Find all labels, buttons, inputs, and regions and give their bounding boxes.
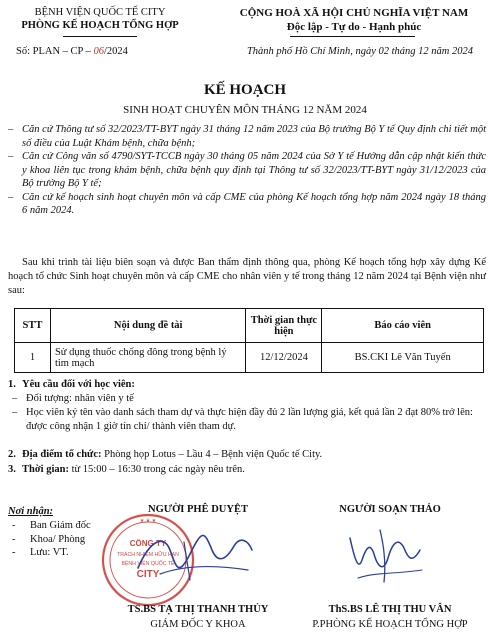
- recipient-item: - Lưu: VT.: [8, 546, 91, 560]
- document-number-handwritten: 06: [93, 46, 105, 57]
- legal-bases-list: [8, 123, 486, 218]
- section-1-title: Yêu cầu đối với học viên:: [22, 379, 135, 390]
- schedule-table: [14, 308, 484, 373]
- legal-basis-item: – Căn cứ kế hoạch sinh hoạt chuyên môn và cấp CME của phòng Kế hoạch tổng hợp năm 2024 ngày 18 tháng 6 năm 2024.: [8, 191, 486, 218]
- drafter-title: NGƯỜI SOẠN THẢO: [339, 504, 441, 515]
- issuer-block: [0, 6, 200, 32]
- section-requirements: [8, 378, 486, 434]
- section-location: [8, 448, 486, 462]
- section-1-number: 1.: [8, 379, 16, 390]
- issuer-department: PHÒNG KẾ HOẠCH TỔNG HỢP: [21, 20, 179, 31]
- table-header-row: [15, 309, 484, 343]
- approver-signature: [130, 520, 260, 590]
- cell-stt: 1: [15, 343, 51, 373]
- document-subtitle: SINH HOẠT CHUYÊN MÔN THÁNG 12 NĂM 2024: [123, 104, 367, 116]
- section-3-label: Thời gian:: [22, 464, 69, 475]
- section-2-number: 2.: [8, 449, 16, 460]
- document-number-suffix: /2024: [104, 46, 128, 57]
- cell-topic: Sử dụng thuốc chống đông trong bệnh lý tim mạch: [50, 343, 245, 373]
- recipients-list: [8, 519, 91, 560]
- document-number-prefix: Số: PLAN – CP –: [16, 46, 94, 57]
- column-header-stt: STT: [15, 309, 51, 343]
- svg-text:★ ★ ★: ★ ★ ★: [139, 518, 157, 524]
- seal-line-1: CÔNG TY: [129, 539, 167, 548]
- document-number: [16, 46, 128, 57]
- section-2-value: Phòng họp Lotus – Lầu 4 – Bệnh viện Quốc tế City.: [101, 449, 323, 460]
- intro-paragraph: Sau khi trình tài liệu biên soạn và được Ban thẩm định thông qua, phòng Kế hoạch tổng hợp xây dựng Kế hoạch tổ chức Sinh hoạt chuyên môn và cấp CME cho nhân viên y tế trong tháng 12 năm 2024 tại Bệnh viện như sau:: [8, 257, 486, 296]
- drafter-signature: [340, 520, 430, 590]
- cell-speaker: BS.CKI Lê Văn Tuyến: [322, 343, 484, 373]
- national-header: [218, 6, 490, 34]
- seal-line-4: CITY: [136, 569, 160, 580]
- document-title: KẾ HOẠCH: [203, 82, 287, 98]
- approver-title: NGƯỜI PHÊ DUYỆT: [148, 504, 248, 515]
- approver-position: GIÁM ĐỐC Y KHOA: [150, 619, 246, 630]
- issuer-hospital: BỆNH VIỆN QUỐC TẾ CITY: [34, 7, 166, 18]
- legal-basis-item: – Căn cứ Công văn số 4790/SYT-TCCB ngày 30 tháng 05 năm 2024 của Sở Y tế Hướng dẫn cập nhật kiến thức y khoa liên tục trong khám bệnh, chữa bệnh quy định tại Thông tư số 32/2023/TT-BYT ngày 31/12/2023 của Bộ trưởng Bộ Y tế;: [8, 150, 486, 191]
- recipient-item: - Khoa/ Phòng: [8, 533, 91, 547]
- requirement-item: – Học viên ký tên vào danh sách tham dự và thực hiện đầy đủ 2 lần lượng giá, kết quả lần 2 đạt 80% trở lên: được công nhận 1 giờ tín chỉ/ thành viên tham dự.: [8, 406, 486, 434]
- seal-line-2: TRÁCH NHIỆM HỮU HẠN: [117, 552, 179, 558]
- seal-line-3: BỆNH VIỆN QUỐC TẾ: [121, 561, 175, 567]
- recipients-label: Nơi nhận:: [8, 506, 54, 517]
- approver-name: TS.BS TẠ THỊ THANH THỦY: [127, 604, 269, 615]
- legal-basis-item: – Căn cứ Thông tư số 32/2023/TT-BYT ngày 31 tháng 12 năm 2023 của Bộ trưởng Bộ Y tế Quy định chi tiết một số điều của Luật Khám bệnh, chữa bệnh;: [8, 123, 486, 150]
- table-row: [15, 343, 484, 373]
- national-motto: Độc lập - Tự do - Hạnh phúc: [286, 21, 422, 33]
- issuer-underline: [63, 36, 137, 37]
- section-2-label: Địa điểm tổ chức:: [22, 449, 102, 460]
- cell-time: 12/12/2024: [246, 343, 322, 373]
- drafter-position: P.PHÒNG KẾ HOẠCH TỔNG HỢP: [312, 619, 468, 630]
- column-header-speaker: Báo cáo viên: [322, 309, 484, 343]
- nation-name: CỘNG HOÀ XÃ HỘI CHỦ NGHĨA VIỆT NAM: [239, 7, 469, 19]
- drafter-name: ThS.BS LÊ THỊ THU VÂN: [328, 604, 452, 615]
- column-header-time: Thời gian thực hiện: [246, 309, 322, 343]
- column-header-topic: Nội dung đề tài: [50, 309, 245, 343]
- section-3-number: 3.: [8, 464, 16, 475]
- place-date: Thành phố Hồ Chí Minh, ngày 02 tháng 12 năm 2024: [246, 46, 474, 57]
- requirement-item: – Đối tượng: nhân viên y tế: [8, 392, 486, 406]
- section-time: [8, 463, 486, 477]
- motto-underline: [290, 36, 415, 37]
- recipient-item: - Ban Giám đốc: [8, 519, 91, 533]
- section-3-value: từ 15:00 – 16:30 trong các ngày nêu trên.: [68, 464, 245, 475]
